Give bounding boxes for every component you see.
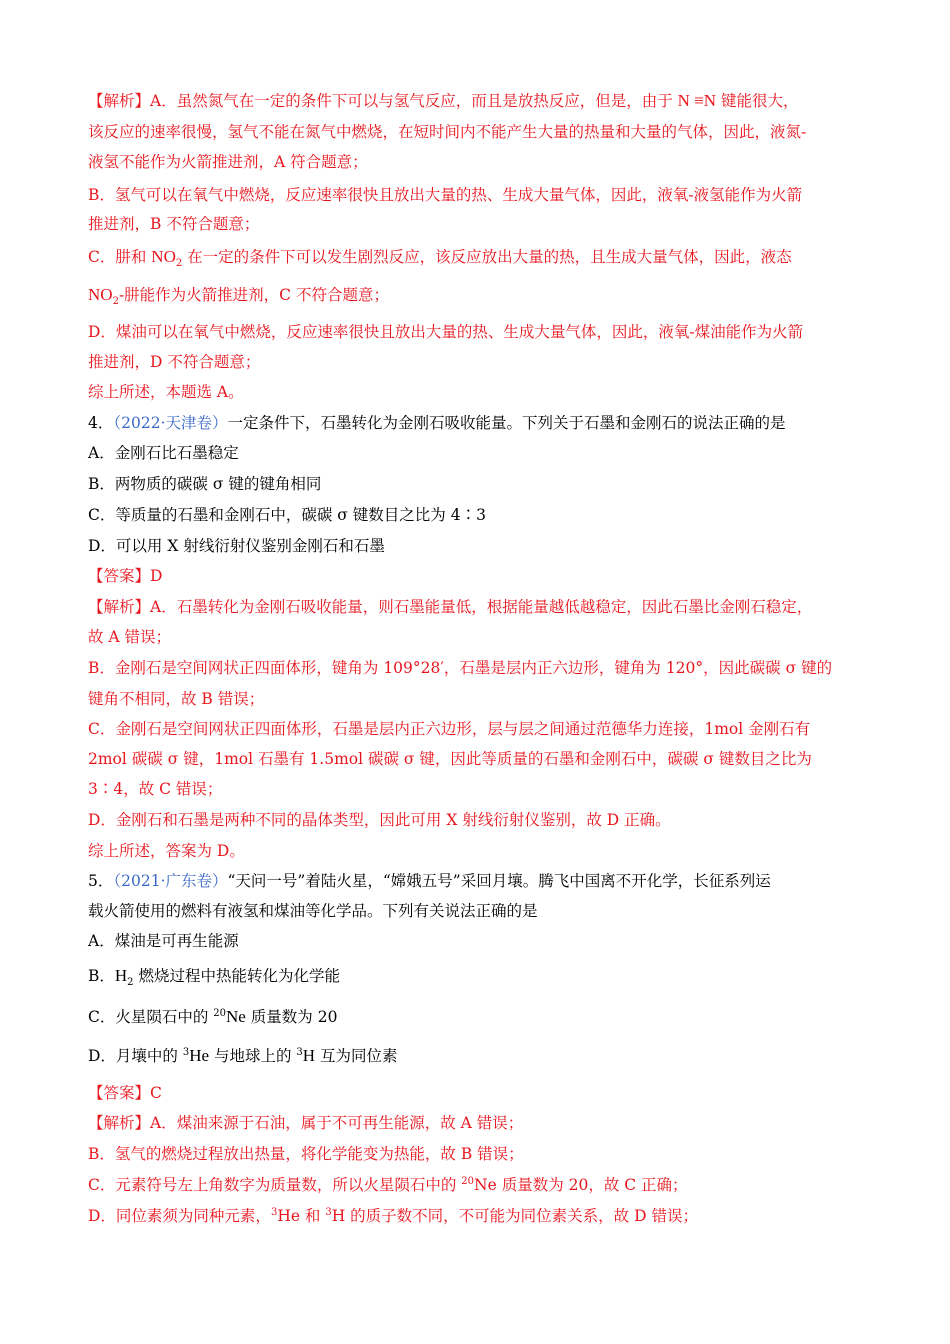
chemical-formula: H [114,966,128,985]
chemical-formula: Ne [226,1007,246,1026]
text-segment: -肼能作为火箭推进剂，C 不符合题意； [118,286,389,304]
text-line [88,381,244,403]
text-segment: B． [88,967,115,985]
subscript: 2 [175,258,183,270]
text-line [88,596,812,618]
text-line [88,1174,688,1196]
text-line [88,121,806,143]
text-line [88,778,222,800]
text-line [88,870,771,892]
text-line [88,930,239,952]
text-line [88,965,340,987]
text-segment: “天问一号”着陆火星，“嫦娥五号”采回月壤。腾飞中国离不开化学，长征系列运 [227,872,771,890]
text-line [88,284,389,306]
text-segment: D．煤油可以在氧气中燃烧，反应速率很快且放出大量的热、生成大量气体，因此，液氧-煤油能作为火箭 [88,323,804,341]
superscript: 3 [270,1206,278,1218]
chemical-formula: He [189,1046,210,1065]
text-segment: C．等质量的石墨和金刚石中，碳碳 σ 键数目之比为 4∶3 [88,506,486,524]
text-segment: 推进剂，D 不符合题意； [88,353,261,371]
text-segment: 质量数为 20 [245,1008,338,1026]
text-segment: 互为同位素 [315,1047,398,1065]
text-segment: B．氢气可以在氧气中燃烧，反应速率很快且放出大量的热、生成大量气体，因此，液氧-液氢能作为火箭 [88,186,803,204]
superscript: 20 [213,1007,227,1019]
text-line [88,840,245,862]
superscript: 3 [325,1206,332,1218]
text-line [88,1082,162,1104]
subscript: 2 [112,296,119,308]
text-segment: C．元素符号左上角数字为质量数，所以火星陨石中的 [88,1176,462,1194]
text-segment: C．金刚石是空间网状正四面体形，石墨是层内正六边形，层与层之间通过范德华力连接，1mol 金刚石有 [88,720,811,738]
text-line [88,1205,698,1227]
text-segment: 5． [88,872,114,890]
text-segment: 【解析】A．煤油来源于石油，属于不可再生能源，故 A 错误； [88,1114,524,1132]
text-segment: B．氢气的燃烧过程放出热量，将化学能变为热能，故 B 错误； [88,1145,524,1163]
text-line [88,688,264,710]
text-line [88,900,538,922]
text-line [88,718,810,740]
text-segment: D．月壤中的 [88,1047,183,1065]
text-line [88,626,171,648]
text-segment: 液氢不能作为火箭推进剂，A 符合题意； [88,153,368,171]
text-line [88,748,812,770]
superscript: 3 [296,1046,303,1058]
text-line [88,321,803,343]
superscript: 20 [461,1175,475,1187]
chemical-formula: H [302,1046,316,1065]
chemical-formula: N ≡N [677,91,717,110]
text-segment: A．金刚石比石墨稳定 [88,444,239,462]
text-segment: 该反应的速率很慢，氢气不能在氮气中燃烧，在短时间内不能产生大量的热量和大量的气体，因此，液氮- [88,123,807,141]
text-segment: He 和 [277,1207,326,1225]
text-segment: 燃烧过程中热能转化为化学能 [133,967,340,985]
text-segment: A．煤油是可再生能源 [88,932,239,950]
text-segment: 推进剂，B 不符合题意； [88,215,260,233]
text-segment: 综上所述，答案为 D。 [88,842,245,860]
text-line [88,504,486,526]
text-segment: 综上所述，本题选 A。 [88,383,244,401]
text-segment: 键角不相同，故 B 错误； [88,690,265,708]
text-segment: 【解析】A．虽然氮气在一定的条件下可以与氢气反应，而且是放热反应，但是，由于 [88,92,678,110]
text-segment: 在一定的条件下可以发生剧烈反应，该反应放出大量的热，且生成大量气体，因此，液态 [182,248,792,266]
text-segment: B．两物质的碳碳 σ 键的键角相同 [88,475,322,493]
text-segment: 2mol 碳碳 σ 键，1mol 石墨有 1.5mol 碳碳 σ 键，因此等质量的石墨和金刚石中，碳碳 σ 键数目之比为 [88,750,812,768]
text-segment: 【答案】D [88,567,163,585]
text-line [88,412,786,434]
chemical-formula: NO [151,247,176,266]
text-line [88,809,671,831]
text-line [88,473,321,495]
text-segment: D．可以用 X 射线衍射仪鉴别金刚石和石墨 [88,537,385,555]
text-segment: 4． [88,414,114,432]
text-segment: H 的质子数不同，不可能为同位素关系，故 D 错误； [331,1207,698,1225]
text-segment: 载火箭使用的燃料有液氢和煤油等化学品。下列有关说法正确的是 [88,902,538,920]
text-line [88,657,832,679]
text-segment: Ne 质量数为 20，故 C 正确； [474,1176,688,1194]
text-line [88,535,385,557]
text-line [88,90,798,112]
text-segment: D．同位素须为同种元素， [88,1207,271,1225]
text-line [88,246,792,268]
text-segment: 3∶4，故 C 错误； [88,780,223,798]
text-segment: （2022·天津卷） [113,414,228,432]
text-segment: 键能很大， [716,92,799,110]
text-line [88,565,162,587]
text-segment: 一定条件下，石墨转化为金刚石吸收能量。下列关于石墨和金刚石的说法正确的是 [227,414,786,432]
text-line [88,1143,524,1165]
text-segment: 【答案】C [88,1084,162,1102]
text-line [88,351,260,373]
text-segment: （2021·广东卷） [113,872,228,890]
text-line [88,1045,398,1067]
chemical-formula: NO [88,285,113,304]
text-segment: B．金刚石是空间网状正四面体形，键角为 109°28′，石墨是层内正六边形，键角为 120°，因此碳碳 σ 键的 [88,659,833,677]
text-line [88,1112,523,1134]
text-segment: 故 A 错误； [88,628,172,646]
text-line [88,442,239,464]
subscript: 2 [127,977,134,989]
text-line [88,184,802,206]
text-line [88,1006,337,1028]
text-segment: 与地球上的 [209,1047,297,1065]
text-segment: C．肼和 [88,248,152,266]
text-line [88,213,259,235]
text-line [88,151,368,173]
superscript: 3 [182,1046,190,1058]
text-segment: 【解析】A．石墨转化为金刚石吸收能量，则石墨能量低，根据能量越低越稳定，因此石墨比金刚石稳定， [88,598,813,616]
text-segment: C．火星陨石中的 [88,1008,214,1026]
text-segment: D．金刚石和石墨是两种不同的晶体类型，因此可用 X 射线衍射仪鉴别，故 D 正确。 [88,811,671,829]
